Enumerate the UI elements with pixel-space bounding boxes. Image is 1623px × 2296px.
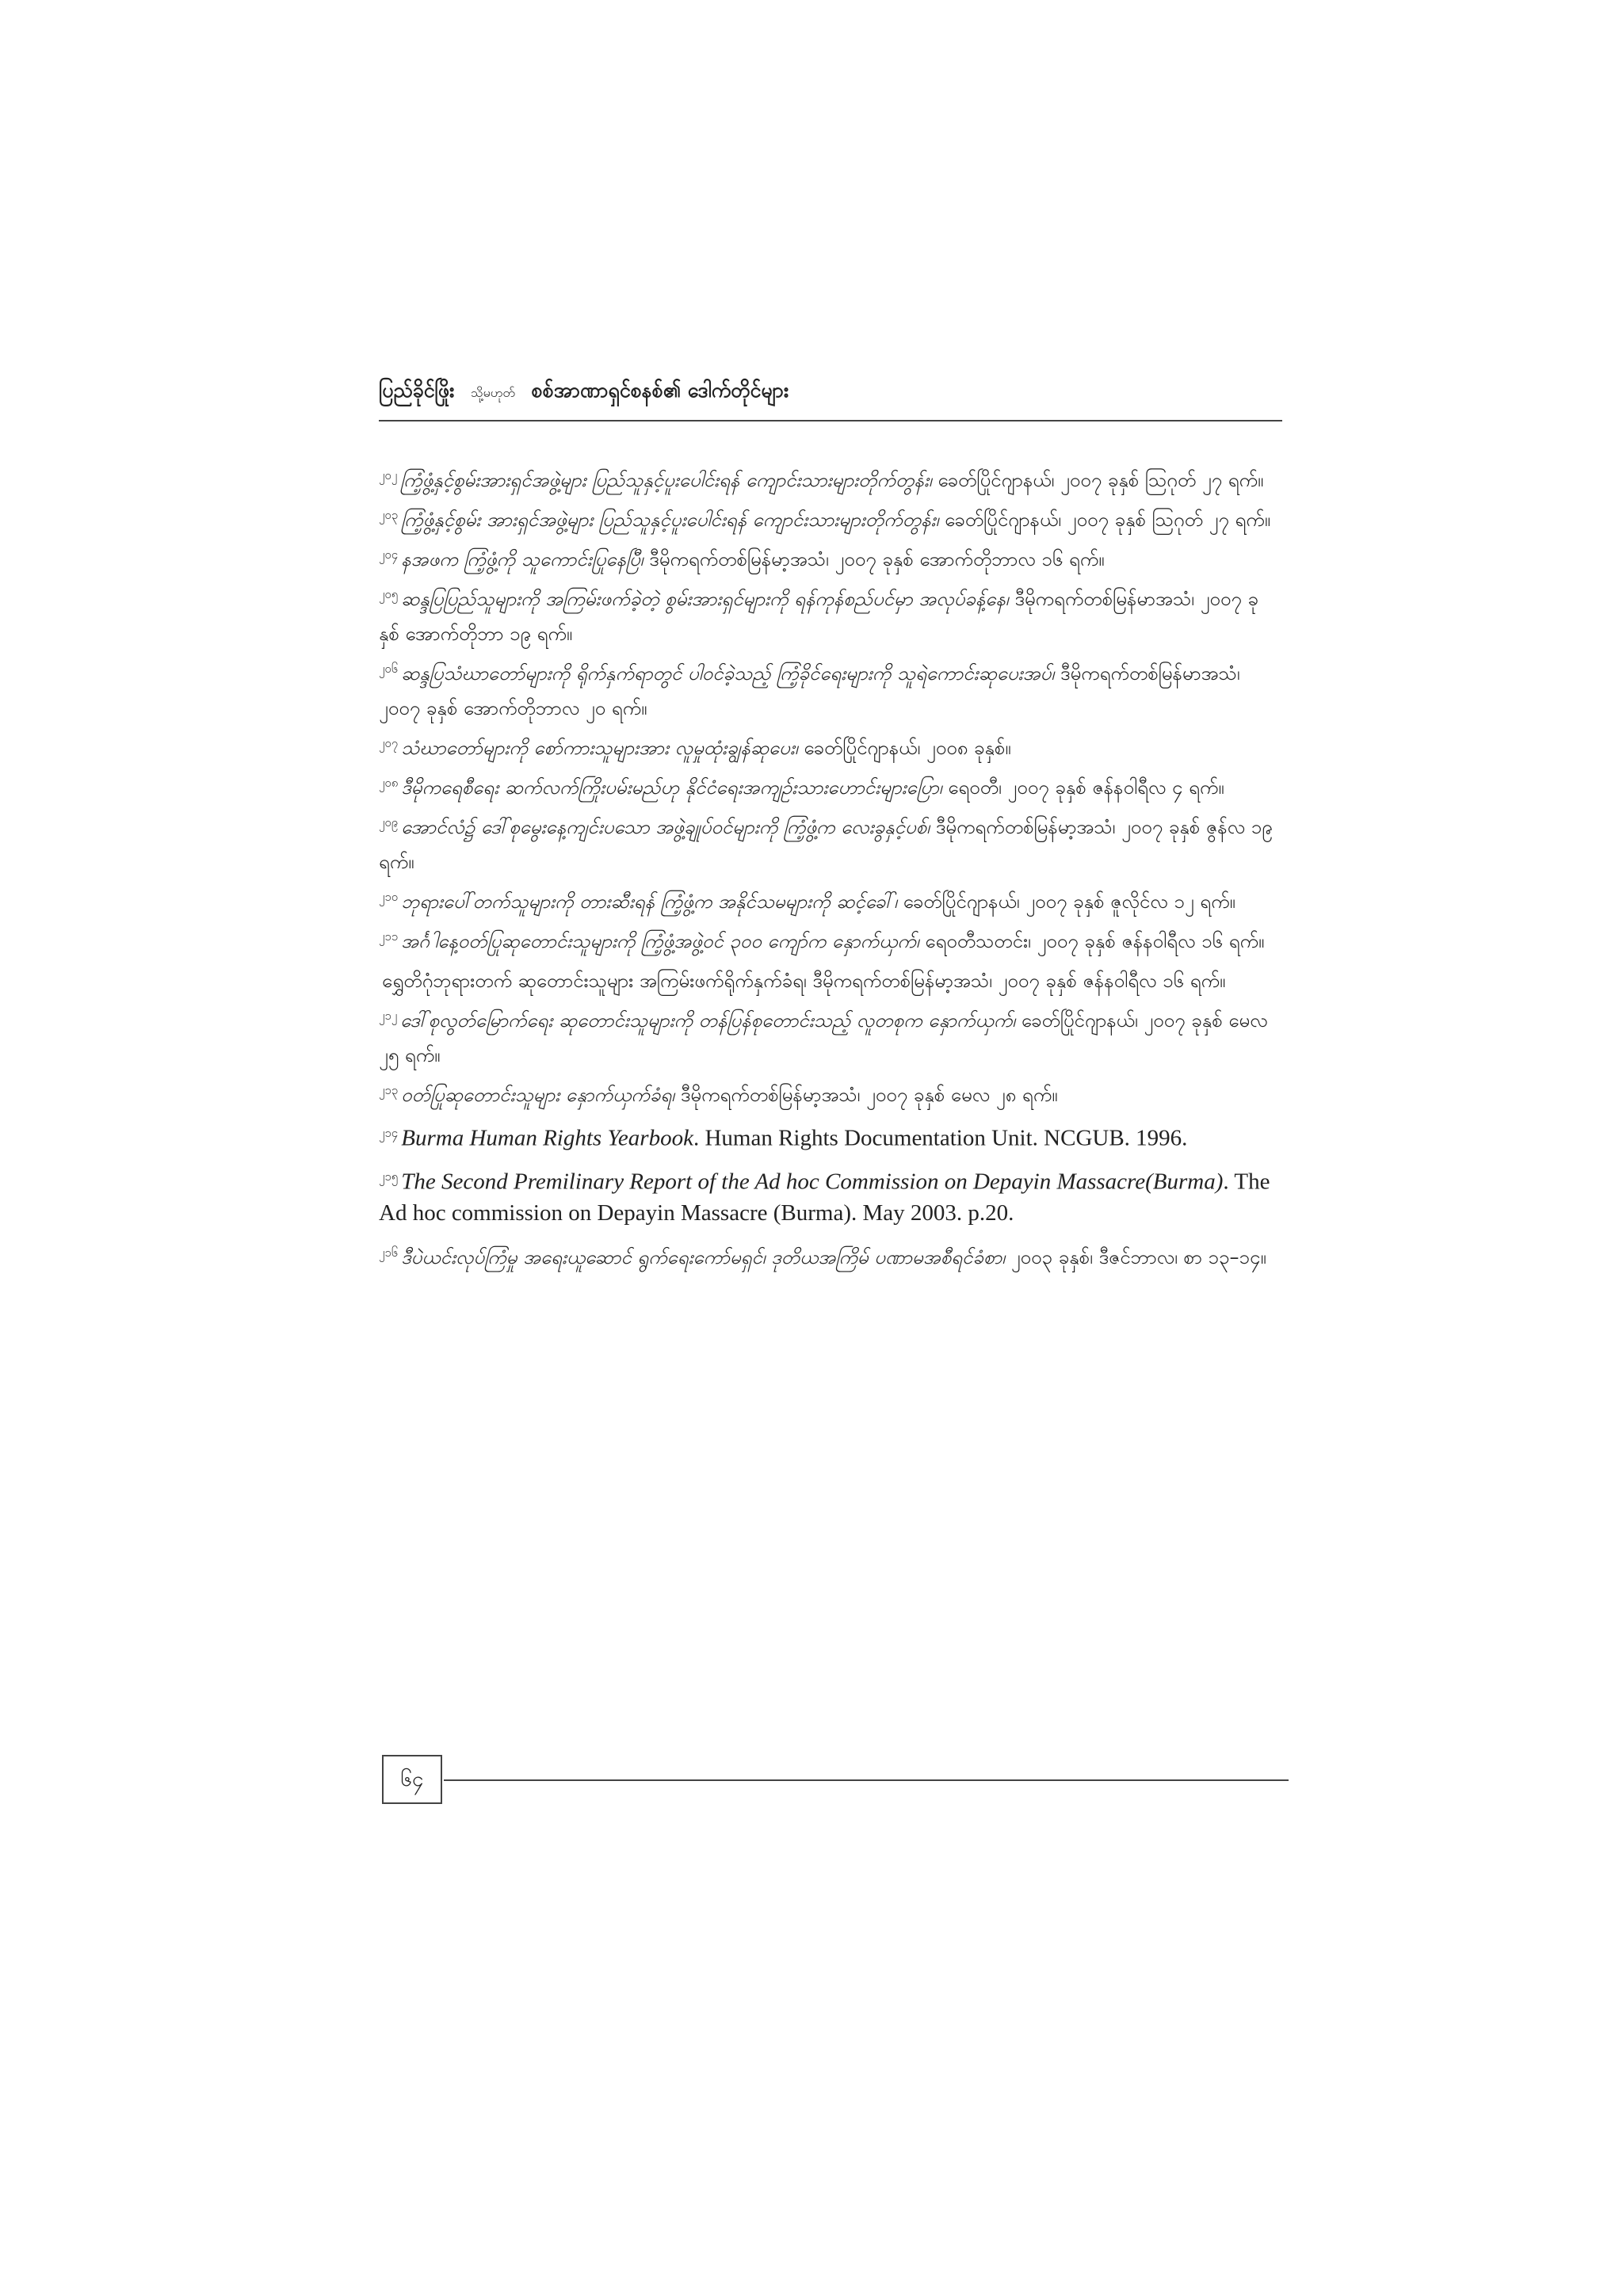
footnote: $^{၂၀၂}$ ကြံ့ဖွံ့နှင့်စွမ်းအားရှင်အဖွဲ့များ ပြည်သူနှင့်ပူးပေါင်းရန် ကျောင်းသားများတိုက်တွန်း၊ ခေတ်ပြိုင်ဂျာနယ်၊ ၂၀၀၇ ခုနှစ် ဩဂုတ် ၂၇ ရက်။	[379, 468, 1264, 491]
footnote: $^{၂၀၅}$ ဆန္ဒပြပြည်သူများကို အကြမ်းဖက်ခဲ့တဲ့ စွမ်းအားရှင်များကို ရန်ကုန်စည်ပင်မှာ အလုပ်ခန့်နေ၊ ဒီမိုကရက်တစ်မြန်မာအသံ၊ ၂၀၀၇ ခုနှစ် အောက်တိုဘာ ၁၉ ရက်။	[379, 587, 1258, 645]
footnote: $^{၂၁၂}$ ဒေါ်စုလွတ်မြောက်ရေး ဆုတောင်းသူများကို တန်ပြန်စုတောင်းသည့် လူတစုက နှောက်ယှက်၊ ခေတ်ပြိုင်ဂျာနယ်၊ ၂၀၀၇ ခုနှစ် မေလ ၂၅ ရက်။	[379, 1009, 1268, 1066]
footnote: $^{၂၁၁}$ အင်္ဂါနေ့ဝတ်ပြုဆုတောင်းသူများကို ကြံ့ဖွံ့အဖွဲ့ဝင် ၃၀၀ ကျော်က နှောက်ယှက်၊ ရေဝတီသတင်း၊ ၂၀၀၇ ခုနှစ် ဇန်နဝါရီလ ၁၆ ရက်။	[379, 929, 1265, 952]
page-number: ၆၄	[382, 1755, 442, 1804]
footnote-latin: $^{၂၁၅}$ The Second Premilinary Report of the Ad hoc Commission on Depayin Massacre(Burma). The Ad hoc commission on Depayin Massacre (Burma). May 2003. p.20.	[379, 1169, 1270, 1226]
footer-divider	[444, 1779, 1289, 1781]
footnote: $^{၂၁၆}$ ဒီပဲယင်းလုပ်ကြံမှု အရေးယူဆောင် ရွက်ရေးကော်မရှင်၊ ဒုတိယအကြိမ် ပဏာမအစီရင်ခံစာ၊ ၂၀၀၃ ခုနှစ်၊ ဒီဇင်ဘာလ၊ စာ ၁၃–၁၄။	[379, 1245, 1266, 1269]
running-header	[379, 371, 1282, 413]
header-title-left: ပြည်ခိုင်ဖြိုး	[379, 379, 455, 402]
footnotes-list	[379, 458, 1274, 1275]
footnote: $^{၂၀၄}$ နအဖက ကြံ့ဖွံ့ကို သူကောင်းပြုနေပြီ၊ ဒီမိုကရက်တစ်မြန်မာ့အသံ၊ ၂၀၀၇ ခုနှစ် အောက်တိုဘာလ ၁၆ ရက်။	[379, 547, 1105, 570]
header-title-right: စစ်အာဏာရှင်စနစ်၏ ဒေါက်တိုင်များ	[531, 379, 789, 402]
header-divider	[379, 420, 1282, 421]
footnote: $^{၂၀၈}$ ဒီမိုကရေစီရေး ဆက်လက်ကြိုးပမ်းမည်ဟု နိုင်ငံရေးအကျဉ်းသားဟောင်းများပြော၊ ရေဝတီ၊ ၂၀၀၇ ခုနှစ် ဇန်နဝါရီလ ၄ ရက်။	[379, 776, 1224, 799]
footnote: $^{၂၁၀}$ ဘုရားပေါ်တက်သူများကို တားဆီးရန် ကြံ့ဖွံ့က အနိုင်သမများကို ဆင့်ခေါ်၊ ခေတ်ပြိုင်ဂျာနယ်၊ ၂၀၀၇ ခုနှစ် ဇူလိုင်လ ၁၂ ရက်။	[379, 890, 1235, 913]
footnote: ရွှေတိဂုံဘုရားတက် ဆုတောင်းသူများ အကြမ်းဖက်ရိုက်နှက်ခံရ၊ ဒီမိုကရက်တစ်မြန်မာ့အသံ၊ ၂၀၀၇ ခုနှစ် ဇန်နဝါရီလ ၁၆ ရက်။	[382, 970, 1226, 992]
footnote: $^{၂၁၃}$ ဝတ်ပြုဆုတောင်းသူများ နှောက်ယှက်ခံရ၊ ဒီမိုကရက်တစ်မြန်မာ့အသံ၊ ၂၀၀၇ ခုနှစ် မေလ ၂၈ ရက်။	[379, 1083, 1058, 1106]
footnote: $^{၂၀၆}$ ဆန္ဒပြသံဃာတော်များကို ရိုက်နှက်ရာတွင် ပါဝင်ခဲ့သည့် ကြံ့ခိုင်ရေးများကို သူရဲကောင်းဆုပေးအပ်၊ ဒီမိုကရက်တစ်မြန်မာအသံ၊ ၂၀၀၇ ခုနှစ် အောက်တိုဘာလ ၂၀ ရက်။	[379, 662, 1240, 719]
footnote: $^{၂၀၇}$ သံဃာတော်များကို စော်ကားသူများအား လူမှုထုံးချွန်ဆုပေး၊ ခေတ်ပြိုင်ဂျာနယ်၊ ၂၀၀၈ ခုနှစ်။	[379, 736, 1011, 759]
footnote: $^{၂၀၃}$ ကြံ့ဖွံ့နှင့်စွမ်း အားရှင်အဖွဲ့များ ပြည်သူနှင့်ပူးပေါင်းရန် ကျောင်းသားများတိုက်တွန်း၊ ခေတ်ပြိုင်ဂျာနယ်၊ ၂၀၀၇ ခုနှစ် ဩဂုတ် ၂၇ ရက်။	[379, 508, 1271, 531]
footnote-latin: $^{၂၁၄}$ Burma Human Rights Yearbook. Human Rights Documentation Unit. NCGUB. 1996.	[379, 1125, 1188, 1151]
header-connector: သို့မဟုတ်	[471, 385, 515, 400]
footnote: $^{၂၀၉}$ အောင်လံ၌ ဒေါ်စုမွေးနေ့ကျင်းပသော အဖွဲ့ချုပ်ဝင်များကို ကြံ့ဖွံ့က လေးခွနှင့်ပစ်၊ ဒီမိုကရက်တစ်မြန်မာ့အသံ၊ ၂၀၀၇ ခုနှစ် ဇွန်လ ၁၉ ရက်။	[379, 815, 1273, 873]
